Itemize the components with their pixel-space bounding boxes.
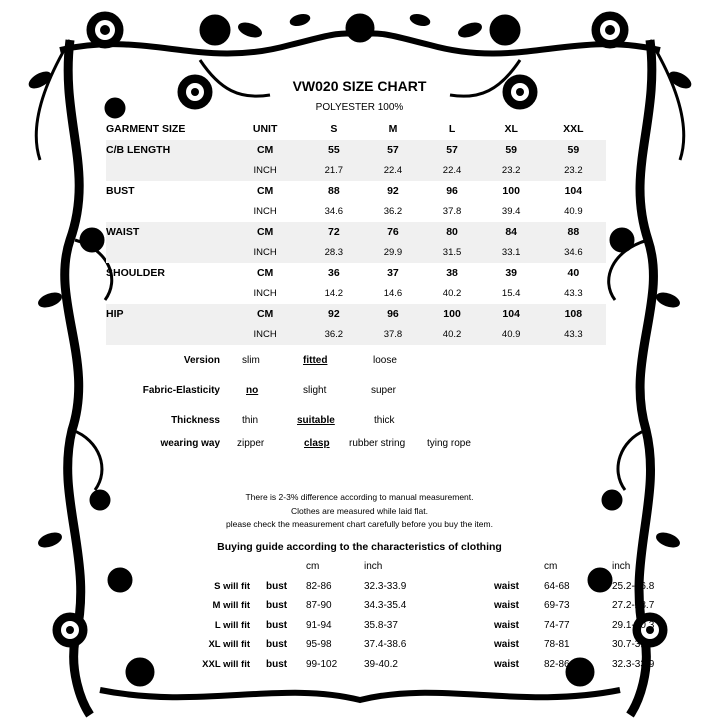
trait-label: Fabric-Elasticity [142,385,220,396]
header-m: M [388,123,398,136]
trait-option: zipper [237,438,265,449]
table-cell: 57 [363,140,422,161]
row-unit: INCH [226,242,304,263]
row-unit: INCH [253,205,277,217]
table-cell: 43.3 [564,287,583,299]
guide-inch-range: 27.2-28.7 [612,600,655,612]
guide-cm-range: 82-86 [544,658,570,670]
table-row [106,242,606,263]
table-cell: 92 [387,184,399,197]
header-l: L [448,123,456,136]
trait-option-selected: fitted [303,355,328,366]
table-cell: 40.9 [482,324,541,345]
table-cell: 36.2 [304,324,363,345]
table-cell: 76 [363,222,422,243]
guide-inch-range: 25.2-26.8 [612,580,655,592]
note-check-chart: please check the measurement chart carefully before you buy the item. [226,519,493,529]
row-label: BUST [106,184,135,197]
table-cell: 80 [423,222,482,243]
table-cell: 104 [564,184,583,197]
guide-inch-range: 37.4-38.6 [364,639,407,651]
trait-option-selected: no [246,385,259,396]
guide-cm-range: 82-86 [306,580,332,592]
size-table-header [106,119,606,140]
guide-inch-range: 29.1-30.3 [612,619,655,631]
trait-option: loose [373,355,397,366]
guide-cm-range: 78-81 [544,639,570,651]
row-label [106,283,226,304]
row-label [106,201,226,222]
table-cell: 36.2 [383,205,403,217]
table-cell: 88 [327,184,340,197]
trait-option: rubber string [349,438,406,449]
row-unit: CM [256,184,274,197]
guide-part: bust [266,639,288,651]
table-cell: 108 [541,304,606,325]
row-unit: INCH [226,160,304,181]
guide-row [160,596,682,616]
table-cell: 34.6 [541,242,606,263]
guide-col-inch: inch [612,561,631,573]
table-cell: 59 [541,140,606,161]
guide-part: bust [266,600,288,612]
table-row [106,263,606,284]
row-unit: INCH [226,324,304,345]
table-cell: 22.4 [423,160,482,181]
buying-guide-title: Buying guide according to the characteristics of clothing [217,541,502,553]
row-unit: CM [226,304,304,325]
guide-cm-range: 99-102 [306,658,338,670]
header-garment-size: GARMENT SIZE [106,123,186,136]
table-row [106,304,606,325]
size-table [106,119,606,345]
table-cell: 100 [502,184,520,197]
table-cell: 21.7 [304,160,363,181]
trait-label: wearing way [160,438,220,449]
table-cell: 36 [327,266,340,279]
table-cell: 34.6 [324,205,344,217]
row-label [106,242,226,263]
row-unit: CM [226,140,304,161]
note-difference: There is 2-3% difference according to manual measurement. [245,492,474,502]
guide-part: waist [494,580,520,592]
guide-part: waist [494,600,520,612]
table-cell: 40 [567,266,580,279]
row-unit: CM [256,266,274,279]
guide-cm-range: 74-77 [544,619,570,631]
table-cell: 15.4 [501,287,521,299]
row-unit: INCH [253,287,277,299]
table-cell: 29.9 [363,242,422,263]
trait-option: tying rope [427,438,471,449]
trait-option-selected: clasp [304,438,330,449]
table-cell: 40.9 [564,205,583,217]
guide-inch-range: 32.3-33.9 [612,658,655,670]
guide-header-row [160,557,682,577]
table-cell: 92 [304,304,363,325]
table-cell: 40.2 [423,324,482,345]
guide-row [160,655,682,675]
guide-inch-range: 34.3-35.4 [364,600,407,612]
table-cell: 88 [541,222,606,243]
table-row [106,160,606,181]
guide-inch-range: 35.8-37 [364,619,398,631]
table-cell: 37.8 [363,324,422,345]
table-cell: 14.6 [383,287,403,299]
guide-part: waist [494,658,520,670]
table-cell: 55 [304,140,363,161]
header-unit: UNIT [252,123,278,136]
table-cell: 39 [505,266,517,279]
guide-col-cm: cm [544,561,558,573]
table-cell: 37.8 [442,205,462,217]
table-row [106,222,606,243]
material-subtitle: POLYESTER 100% [315,102,404,113]
row-label: HIP [106,304,226,325]
guide-inch-range: 32.3-33.9 [364,580,407,592]
row-unit: CM [226,222,304,243]
table-cell: 96 [446,184,458,197]
table-cell: 33.1 [482,242,541,263]
guide-cm-range: 95-98 [306,639,332,651]
table-cell: 43.3 [541,324,606,345]
table-cell: 96 [363,304,422,325]
guide-part: bust [266,619,288,631]
guide-row [160,635,682,655]
row-label [106,160,226,181]
row-label: C/B LENGTH [106,140,226,161]
guide-inch-range: 30.7-31.9 [612,639,655,651]
table-row [106,201,606,222]
note-laid-flat: Clothes are measured while laid flat. [290,506,428,516]
chart-title: VW020 SIZE CHART [292,78,427,94]
trait-label: Version [183,355,220,366]
trait-option: slight [303,385,327,396]
table-cell: 104 [482,304,541,325]
table-cell: 40.2 [442,287,462,299]
trait-label: Thickness [171,415,220,426]
guide-row [160,577,682,597]
table-cell: 37 [387,266,399,279]
guide-row [160,616,682,636]
table-cell: 31.5 [423,242,482,263]
table-row [106,283,606,304]
trait-option: thick [374,415,395,426]
guide-size: XXL will fit [202,658,250,670]
guide-size: L will fit [214,619,250,631]
guide-cm-range: 64-68 [544,580,570,592]
guide-size: M will fit [212,600,250,612]
table-cell: 57 [423,140,482,161]
table-cell: 72 [304,222,363,243]
guide-part: waist [494,639,520,651]
table-cell: 28.3 [304,242,363,263]
table-cell: 22.4 [363,160,422,181]
table-cell: 14.2 [324,287,344,299]
buying-guide-table [160,557,682,674]
trait-option: super [371,385,397,396]
guide-size: S will fit [214,580,250,592]
table-cell: 84 [482,222,541,243]
row-label: SHOULDER [106,266,165,279]
guide-cm-range: 91-94 [306,619,332,631]
guide-part: bust [266,658,288,670]
table-cell: 39.4 [501,205,521,217]
guide-col-cm: cm [306,561,320,573]
row-label: WAIST [106,222,226,243]
table-cell: 23.2 [482,160,541,181]
trait-option-selected: suitable [297,415,335,426]
table-row [106,324,606,345]
trait-option: thin [242,415,259,426]
guide-part: waist [494,619,520,631]
header-s: S [330,123,338,136]
trait-option: slim [242,355,260,366]
guide-inch-range: 39-40.2 [364,658,398,670]
table-cell: 59 [482,140,541,161]
guide-col-inch: inch [364,561,383,573]
table-cell: 23.2 [541,160,606,181]
table-row [106,140,606,161]
table-row [106,181,606,202]
row-label [106,324,226,345]
table-cell: 38 [446,266,458,279]
table-cell: 100 [423,304,482,325]
guide-cm-range: 69-73 [544,600,570,612]
header-xl: XL [504,123,518,136]
guide-part: bust [266,580,288,592]
guide-cm-range: 87-90 [306,600,332,612]
guide-size: XL will fit [208,639,250,651]
header-xxl: XXL [563,123,584,136]
